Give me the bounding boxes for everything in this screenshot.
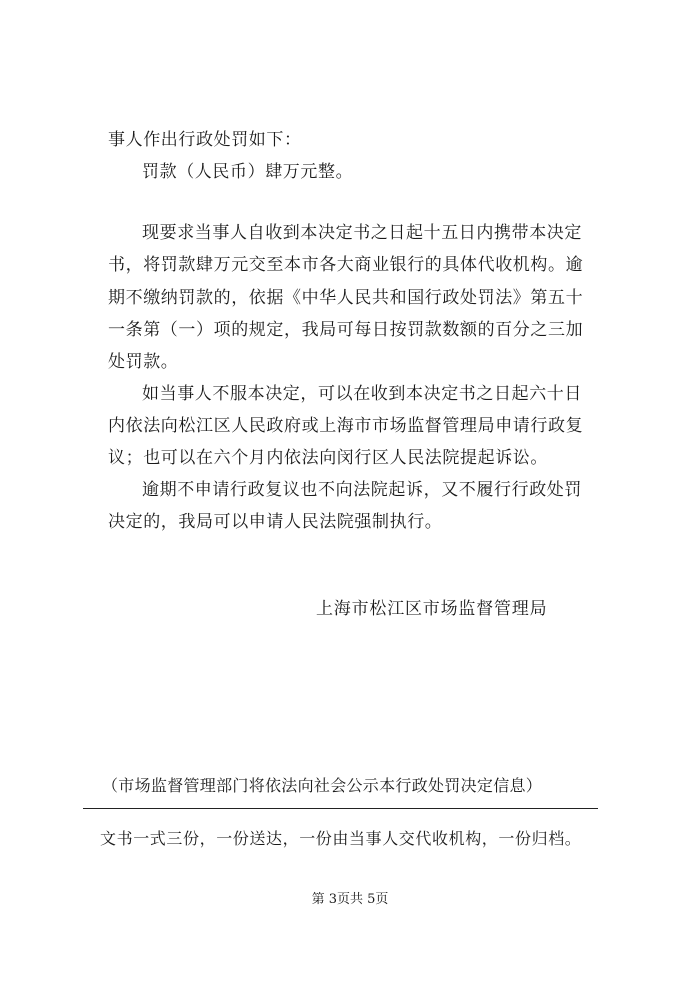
- body-line: 决定的，我局可以申请人民法院强制执行。: [108, 512, 443, 532]
- copies-note: 文书一式三份，一份送达，一份由当事人交代收机构，一份归档。: [100, 829, 582, 848]
- body-line: 如当事人不服本决定，可以在收到本决定书之日起六十日: [142, 384, 582, 404]
- penalty-line: 罚款（人民币）肆万元整。: [142, 162, 354, 182]
- body-line: 处罚款。: [108, 352, 179, 372]
- publicity-notice: （市场监督管理部门将依法向社会公示本行政处罚决定信息）: [102, 776, 543, 795]
- body-line: 期不缴纳罚款的，依据《中华人民共和国行政处罚法》第五十: [108, 288, 584, 308]
- body-line: 现要求当事人自收到本决定书之日起十五日内携带本决定: [142, 223, 582, 243]
- body-line: 一条第（一）项的规定，我局可每日按罚款数额的百分之三加: [108, 320, 584, 340]
- body-line: 议；也可以在六个月内依法向闵行区人民法院提起诉讼。: [108, 448, 548, 468]
- body-line: 事人作出行政处罚如下：: [108, 130, 302, 150]
- body-line: 逾期不申请行政复议也不向法院起诉，又不履行行政处罚: [142, 480, 582, 500]
- issuing-authority: 上海市松江区市场监督管理局: [316, 599, 548, 619]
- divider-line: [83, 808, 598, 809]
- page-number: 第 3页共 5页: [311, 892, 389, 907]
- body-line: 内依法向松江区人民政府或上海市市场监督管理局申请行政复: [108, 416, 584, 436]
- body-line: 书，将罚款肆万元交至本市各大商业银行的具体代收机构。逾: [108, 255, 584, 275]
